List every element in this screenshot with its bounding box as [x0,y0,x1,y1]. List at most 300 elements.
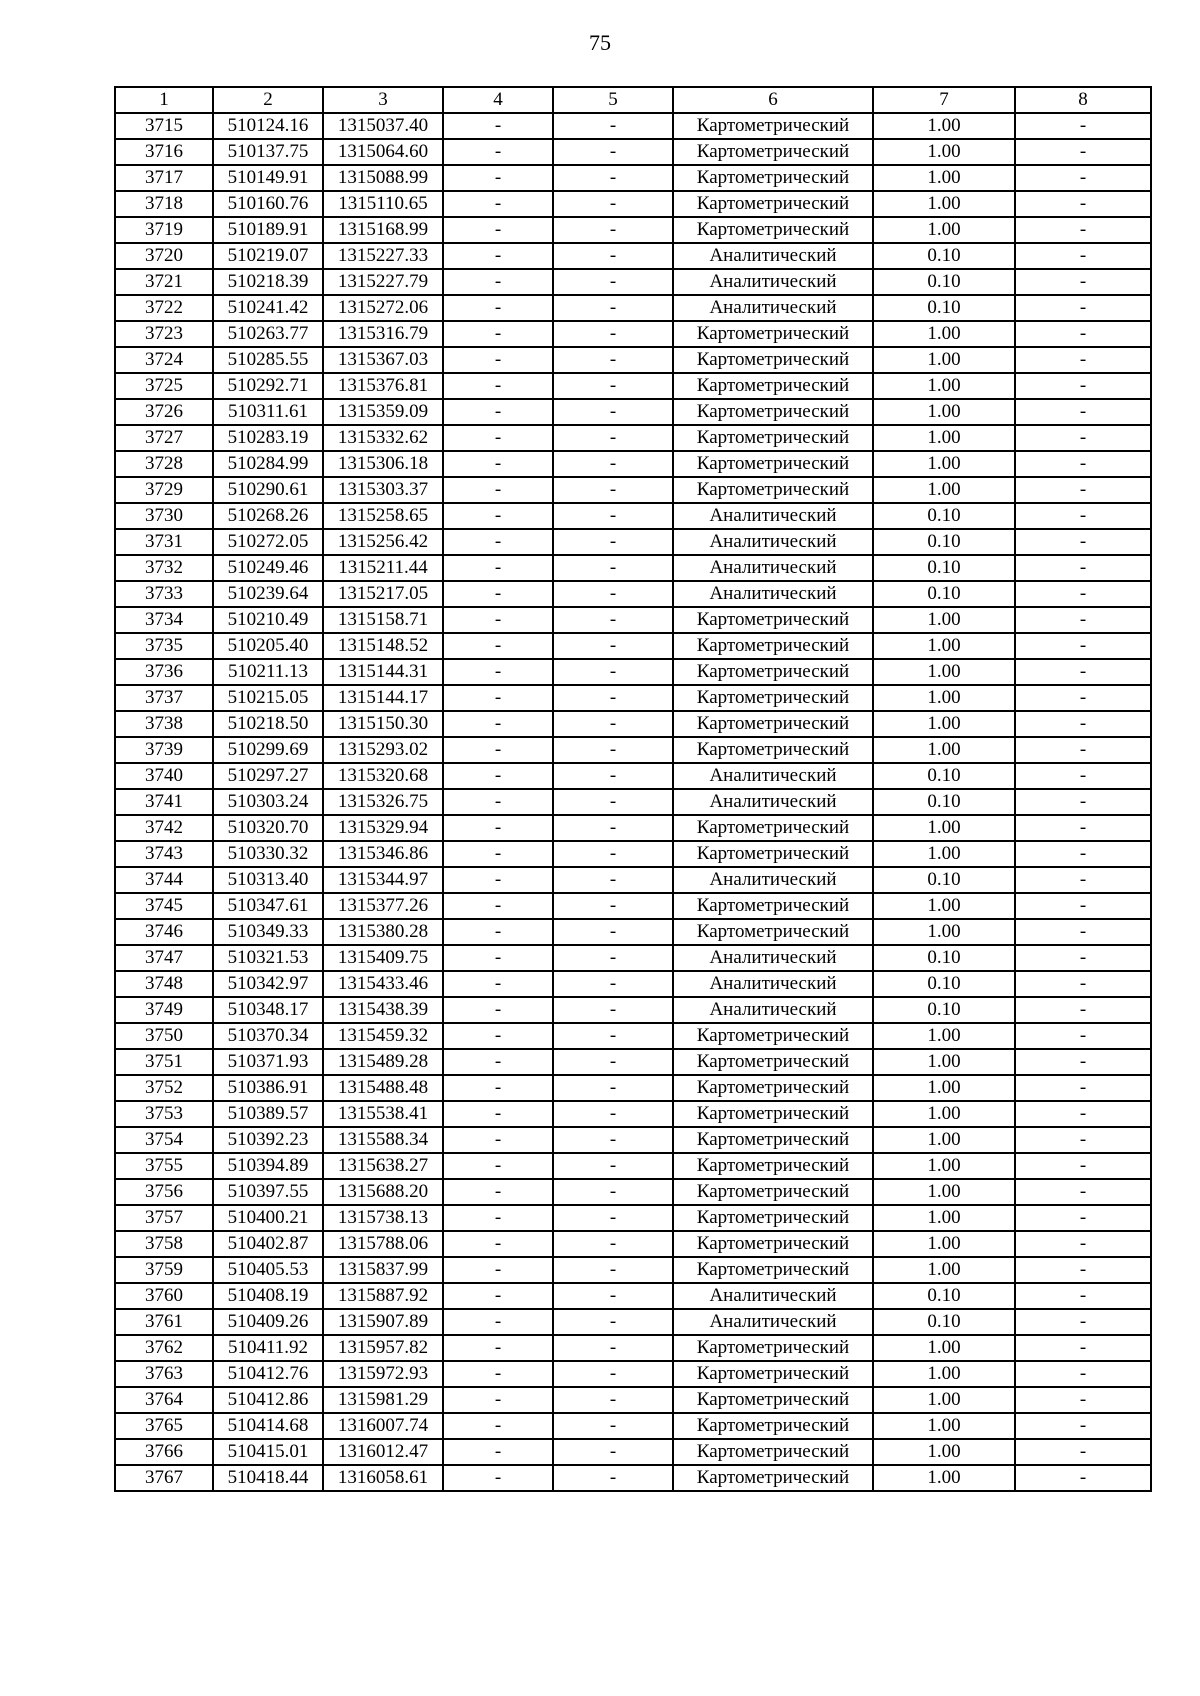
x-coordinate-cell: 510394.89 [213,1153,323,1179]
col5-cell: - [553,555,673,581]
method-cell: Картометрический [673,165,873,191]
y-coordinate-cell: 1315588.34 [323,1127,443,1153]
accuracy-cell: 1.00 [873,919,1015,945]
x-coordinate-cell: 510405.53 [213,1257,323,1283]
col8-cell: - [1015,1127,1151,1153]
method-cell: Картометрический [673,685,873,711]
method-cell: Аналитический [673,945,873,971]
y-coordinate-cell: 1315344.97 [323,867,443,893]
table-row [115,1205,1151,1231]
table-row [115,165,1151,191]
point-number-cell: 3762 [115,1335,213,1361]
accuracy-cell: 0.10 [873,971,1015,997]
col5-cell: - [553,815,673,841]
y-coordinate-cell: 1315158.71 [323,607,443,633]
col5-cell: - [553,1023,673,1049]
accuracy-cell: 1.00 [873,1413,1015,1439]
y-coordinate-cell: 1315064.60 [323,139,443,165]
x-coordinate-cell: 510411.92 [213,1335,323,1361]
table-row [115,633,1151,659]
table-row [115,1179,1151,1205]
col8-cell: - [1015,867,1151,893]
method-cell: Картометрический [673,1075,873,1101]
y-coordinate-cell: 1315972.93 [323,1361,443,1387]
col8-cell: - [1015,1231,1151,1257]
y-coordinate-cell: 1315227.79 [323,269,443,295]
col8-cell: - [1015,139,1151,165]
method-cell: Картометрический [673,893,873,919]
accuracy-cell: 1.00 [873,1439,1015,1465]
table-row [115,685,1151,711]
point-number-cell: 3715 [115,113,213,139]
col8-cell: - [1015,243,1151,269]
point-number-cell: 3733 [115,581,213,607]
col8-cell: - [1015,1465,1151,1491]
coordinates-table [114,86,1152,1492]
table-row [115,1101,1151,1127]
col4-cell: - [443,243,553,269]
col5-cell: - [553,997,673,1023]
y-coordinate-cell: 1315981.29 [323,1387,443,1413]
method-cell: Картометрический [673,373,873,399]
col4-cell: - [443,997,553,1023]
col4-cell: - [443,269,553,295]
col8-cell: - [1015,919,1151,945]
method-cell: Аналитический [673,581,873,607]
table-row [115,945,1151,971]
col5-cell: - [553,711,673,737]
y-coordinate-cell: 1315217.05 [323,581,443,607]
y-coordinate-cell: 1315409.75 [323,945,443,971]
point-number-cell: 3726 [115,399,213,425]
table-row [115,1075,1151,1101]
point-number-cell: 3739 [115,737,213,763]
method-cell: Картометрический [673,737,873,763]
table-header [115,87,1151,113]
table-row [115,1283,1151,1309]
col8-cell: - [1015,1179,1151,1205]
accuracy-cell: 1.00 [873,373,1015,399]
col8-cell: - [1015,1049,1151,1075]
table-row [115,815,1151,841]
col4-cell: - [443,1465,553,1491]
col5-cell: - [553,1283,673,1309]
method-cell: Картометрический [673,477,873,503]
col5-cell: - [553,1179,673,1205]
col5-cell: - [553,347,673,373]
table-row [115,659,1151,685]
accuracy-cell: 0.10 [873,1309,1015,1335]
method-cell: Картометрический [673,1387,873,1413]
table-row [115,1465,1151,1491]
col5-cell: - [553,945,673,971]
page-number: 75 [589,30,611,55]
col8-cell: - [1015,893,1151,919]
method-cell: Картометрический [673,321,873,347]
point-number-cell: 3750 [115,1023,213,1049]
col4-cell: - [443,191,553,217]
point-number-cell: 3731 [115,529,213,555]
col5-cell: - [553,1257,673,1283]
table-row [115,1231,1151,1257]
point-number-cell: 3753 [115,1101,213,1127]
header-cell: 4 [443,87,553,113]
col8-cell: - [1015,451,1151,477]
col5-cell: - [553,1361,673,1387]
x-coordinate-cell: 510330.32 [213,841,323,867]
accuracy-cell: 1.00 [873,451,1015,477]
point-number-cell: 3716 [115,139,213,165]
table-row [115,1127,1151,1153]
header-cell: 6 [673,87,873,113]
col8-cell: - [1015,841,1151,867]
x-coordinate-cell: 510320.70 [213,815,323,841]
x-coordinate-cell: 510311.61 [213,399,323,425]
y-coordinate-cell: 1315538.41 [323,1101,443,1127]
table-row [115,399,1151,425]
header-cell: 7 [873,87,1015,113]
col4-cell: - [443,503,553,529]
x-coordinate-cell: 510263.77 [213,321,323,347]
table-row [115,763,1151,789]
table-row [115,1257,1151,1283]
point-number-cell: 3756 [115,1179,213,1205]
accuracy-cell: 0.10 [873,867,1015,893]
col8-cell: - [1015,529,1151,555]
col4-cell: - [443,607,553,633]
col5-cell: - [553,1413,673,1439]
col5-cell: - [553,841,673,867]
method-cell: Картометрический [673,1049,873,1075]
method-cell: Картометрический [673,1413,873,1439]
accuracy-cell: 0.10 [873,269,1015,295]
accuracy-cell: 0.10 [873,945,1015,971]
y-coordinate-cell: 1315272.06 [323,295,443,321]
table-row [115,555,1151,581]
col4-cell: - [443,685,553,711]
point-number-cell: 3745 [115,893,213,919]
col4-cell: - [443,1179,553,1205]
col4-cell: - [443,555,553,581]
table-row [115,425,1151,451]
x-coordinate-cell: 510272.05 [213,529,323,555]
y-coordinate-cell: 1315359.09 [323,399,443,425]
y-coordinate-cell: 1315211.44 [323,555,443,581]
point-number-cell: 3755 [115,1153,213,1179]
table-row [115,1335,1151,1361]
header-cell: 1 [115,87,213,113]
y-coordinate-cell: 1315256.42 [323,529,443,555]
col8-cell: - [1015,1283,1151,1309]
col5-cell: - [553,217,673,243]
point-number-cell: 3766 [115,1439,213,1465]
table-row [115,971,1151,997]
y-coordinate-cell: 1315110.65 [323,191,443,217]
table-row [115,1439,1151,1465]
x-coordinate-cell: 510397.55 [213,1179,323,1205]
col8-cell: - [1015,269,1151,295]
accuracy-cell: 1.00 [873,1465,1015,1491]
table-row [115,321,1151,347]
accuracy-cell: 1.00 [873,711,1015,737]
col8-cell: - [1015,425,1151,451]
table-row [115,581,1151,607]
accuracy-cell: 1.00 [873,1361,1015,1387]
x-coordinate-cell: 510297.27 [213,763,323,789]
col4-cell: - [443,919,553,945]
col4-cell: - [443,1335,553,1361]
col8-cell: - [1015,971,1151,997]
x-coordinate-cell: 510415.01 [213,1439,323,1465]
col8-cell: - [1015,659,1151,685]
accuracy-cell: 1.00 [873,893,1015,919]
y-coordinate-cell: 1315306.18 [323,451,443,477]
y-coordinate-cell: 1315168.99 [323,217,443,243]
method-cell: Картометрический [673,399,873,425]
accuracy-cell: 0.10 [873,243,1015,269]
table-row [115,243,1151,269]
col5-cell: - [553,1465,673,1491]
col5-cell: - [553,269,673,295]
col5-cell: - [553,763,673,789]
point-number-cell: 3722 [115,295,213,321]
col4-cell: - [443,633,553,659]
method-cell: Аналитический [673,1283,873,1309]
x-coordinate-cell: 510290.61 [213,477,323,503]
point-number-cell: 3724 [115,347,213,373]
table-row [115,269,1151,295]
col4-cell: - [443,425,553,451]
x-coordinate-cell: 510219.07 [213,243,323,269]
col4-cell: - [443,1361,553,1387]
point-number-cell: 3752 [115,1075,213,1101]
col4-cell: - [443,1075,553,1101]
y-coordinate-cell: 1315438.39 [323,997,443,1023]
x-coordinate-cell: 510284.99 [213,451,323,477]
col8-cell: - [1015,347,1151,373]
col8-cell: - [1015,789,1151,815]
method-cell: Картометрический [673,1101,873,1127]
method-cell: Картометрический [673,633,873,659]
table-row [115,1387,1151,1413]
accuracy-cell: 1.00 [873,659,1015,685]
point-number-cell: 3732 [115,555,213,581]
y-coordinate-cell: 1316058.61 [323,1465,443,1491]
col8-cell: - [1015,1439,1151,1465]
col4-cell: - [443,867,553,893]
x-coordinate-cell: 510418.44 [213,1465,323,1491]
method-cell: Аналитический [673,763,873,789]
accuracy-cell: 1.00 [873,191,1015,217]
col8-cell: - [1015,815,1151,841]
col4-cell: - [443,1153,553,1179]
method-cell: Картометрический [673,1205,873,1231]
method-cell: Картометрический [673,1153,873,1179]
col5-cell: - [553,1075,673,1101]
x-coordinate-cell: 510349.33 [213,919,323,945]
col4-cell: - [443,945,553,971]
col8-cell: - [1015,1309,1151,1335]
col4-cell: - [443,113,553,139]
x-coordinate-cell: 510241.42 [213,295,323,321]
point-number-cell: 3721 [115,269,213,295]
col5-cell: - [553,789,673,815]
point-number-cell: 3758 [115,1231,213,1257]
accuracy-cell: 0.10 [873,555,1015,581]
col8-cell: - [1015,607,1151,633]
accuracy-cell: 1.00 [873,633,1015,659]
col5-cell: - [553,477,673,503]
x-coordinate-cell: 510211.13 [213,659,323,685]
col8-cell: - [1015,685,1151,711]
col8-cell: - [1015,711,1151,737]
method-cell: Аналитический [673,269,873,295]
accuracy-cell: 0.10 [873,1283,1015,1309]
x-coordinate-cell: 510285.55 [213,347,323,373]
method-cell: Картометрический [673,1465,873,1491]
accuracy-cell: 0.10 [873,295,1015,321]
col5-cell: - [553,867,673,893]
y-coordinate-cell: 1315488.48 [323,1075,443,1101]
y-coordinate-cell: 1315150.30 [323,711,443,737]
point-number-cell: 3757 [115,1205,213,1231]
accuracy-cell: 1.00 [873,1153,1015,1179]
x-coordinate-cell: 510218.39 [213,269,323,295]
col5-cell: - [553,1335,673,1361]
y-coordinate-cell: 1315788.06 [323,1231,443,1257]
col5-cell: - [553,243,673,269]
col5-cell: - [553,1101,673,1127]
col8-cell: - [1015,503,1151,529]
accuracy-cell: 1.00 [873,347,1015,373]
y-coordinate-cell: 1315638.27 [323,1153,443,1179]
x-coordinate-cell: 510392.23 [213,1127,323,1153]
x-coordinate-cell: 510210.49 [213,607,323,633]
col8-cell: - [1015,737,1151,763]
col8-cell: - [1015,763,1151,789]
col4-cell: - [443,789,553,815]
col8-cell: - [1015,1075,1151,1101]
accuracy-cell: 1.00 [873,1127,1015,1153]
col5-cell: - [553,529,673,555]
header-cell: 5 [553,87,673,113]
col5-cell: - [553,1231,673,1257]
point-number-cell: 3734 [115,607,213,633]
accuracy-cell: 1.00 [873,1231,1015,1257]
col8-cell: - [1015,581,1151,607]
x-coordinate-cell: 510321.53 [213,945,323,971]
accuracy-cell: 1.00 [873,1101,1015,1127]
col5-cell: - [553,399,673,425]
accuracy-cell: 1.00 [873,1335,1015,1361]
col4-cell: - [443,971,553,997]
point-number-cell: 3743 [115,841,213,867]
x-coordinate-cell: 510205.40 [213,633,323,659]
x-coordinate-cell: 510299.69 [213,737,323,763]
col8-cell: - [1015,113,1151,139]
y-coordinate-cell: 1315376.81 [323,373,443,399]
col4-cell: - [443,347,553,373]
point-number-cell: 3746 [115,919,213,945]
col5-cell: - [553,425,673,451]
col8-cell: - [1015,1153,1151,1179]
point-number-cell: 3749 [115,997,213,1023]
x-coordinate-cell: 510215.05 [213,685,323,711]
table-row [115,139,1151,165]
table-row [115,503,1151,529]
col8-cell: - [1015,1413,1151,1439]
col4-cell: - [443,1023,553,1049]
x-coordinate-cell: 510414.68 [213,1413,323,1439]
table-row [115,1049,1151,1075]
table-row [115,529,1151,555]
accuracy-cell: 0.10 [873,997,1015,1023]
y-coordinate-cell: 1315346.86 [323,841,443,867]
table-row [115,1309,1151,1335]
method-cell: Аналитический [673,997,873,1023]
y-coordinate-cell: 1316012.47 [323,1439,443,1465]
y-coordinate-cell: 1315088.99 [323,165,443,191]
method-cell: Картометрический [673,113,873,139]
accuracy-cell: 1.00 [873,217,1015,243]
y-coordinate-cell: 1315148.52 [323,633,443,659]
point-number-cell: 3729 [115,477,213,503]
table-row [115,1361,1151,1387]
col4-cell: - [443,1413,553,1439]
col5-cell: - [553,685,673,711]
accuracy-cell: 1.00 [873,1205,1015,1231]
col8-cell: - [1015,1023,1151,1049]
method-cell: Аналитический [673,529,873,555]
method-cell: Картометрический [673,1257,873,1283]
x-coordinate-cell: 510389.57 [213,1101,323,1127]
table-row [115,1413,1151,1439]
x-coordinate-cell: 510402.87 [213,1231,323,1257]
y-coordinate-cell: 1315320.68 [323,763,443,789]
method-cell: Картометрический [673,1023,873,1049]
method-cell: Аналитический [673,789,873,815]
accuracy-cell: 1.00 [873,1023,1015,1049]
col4-cell: - [443,711,553,737]
point-number-cell: 3761 [115,1309,213,1335]
point-number-cell: 3736 [115,659,213,685]
col8-cell: - [1015,477,1151,503]
point-number-cell: 3748 [115,971,213,997]
y-coordinate-cell: 1315380.28 [323,919,443,945]
accuracy-cell: 1.00 [873,139,1015,165]
col5-cell: - [553,607,673,633]
col8-cell: - [1015,1205,1151,1231]
table-row [115,477,1151,503]
x-coordinate-cell: 510292.71 [213,373,323,399]
col5-cell: - [553,581,673,607]
col4-cell: - [443,1257,553,1283]
table-body [115,113,1151,1491]
x-coordinate-cell: 510400.21 [213,1205,323,1231]
col5-cell: - [553,503,673,529]
y-coordinate-cell: 1315433.46 [323,971,443,997]
point-number-cell: 3720 [115,243,213,269]
y-coordinate-cell: 1315489.28 [323,1049,443,1075]
table-row [115,191,1151,217]
y-coordinate-cell: 1315887.92 [323,1283,443,1309]
x-coordinate-cell: 510408.19 [213,1283,323,1309]
col8-cell: - [1015,165,1151,191]
point-number-cell: 3744 [115,867,213,893]
col5-cell: - [553,1049,673,1075]
col4-cell: - [443,477,553,503]
table-row [115,841,1151,867]
